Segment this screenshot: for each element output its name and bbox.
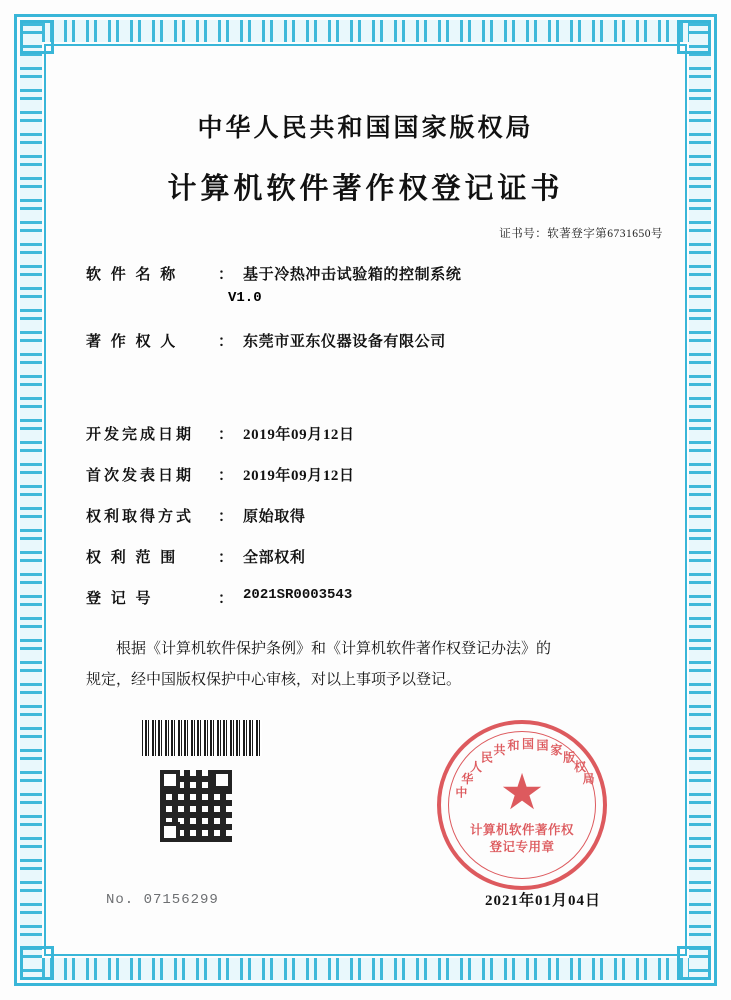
field-value: 2021SR0003543	[243, 587, 353, 603]
greek-key-border-top	[20, 20, 711, 42]
field-registration-number	[86, 587, 661, 608]
field-development-completion-date	[86, 423, 661, 444]
greek-key-border-left	[20, 20, 42, 980]
greek-key-border-bottom	[20, 958, 711, 980]
field-software-version: V1.0	[228, 290, 262, 306]
field-value: 2019年09月12日	[243, 427, 355, 443]
seal-bottom-text-line-1: 计算机软件著作权	[469, 823, 574, 838]
field-value: 基于冷热冲击试验箱的控制系统	[243, 267, 462, 283]
field-rights-scope	[86, 546, 661, 567]
field-value: 全部权利	[243, 550, 306, 566]
field-label: 著 作 权 人	[86, 334, 179, 350]
field-value: 东莞市亚东仪器设备有限公司	[243, 334, 446, 350]
issuing-authority-title: 中华人民共和国国家版权局	[197, 115, 534, 142]
document-title: 计算机软件著作权登记证书	[167, 173, 564, 205]
field-colon: ：	[218, 468, 234, 484]
field-colon: ：	[218, 334, 234, 350]
field-label: 开发完成日期	[86, 427, 195, 443]
field-value: 2019年09月12日	[243, 468, 355, 484]
field-label: 首次发表日期	[86, 468, 195, 484]
barcode-icon	[142, 720, 262, 756]
legal-statement-line-1: 根据《计算机软件保护条例》和《计算机软件著作权登记办法》的	[116, 641, 552, 657]
greek-key-border-right	[689, 20, 711, 980]
seal-bottom-text-line-2: 登记专用章	[489, 840, 555, 855]
field-colon: ：	[218, 267, 234, 283]
field-colon: ：	[218, 427, 234, 443]
qr-code-icon	[160, 770, 232, 842]
field-rights-acquisition-method	[86, 505, 661, 526]
field-software-name	[86, 263, 661, 284]
field-label: 权利取得方式	[86, 509, 195, 525]
field-colon: ：	[218, 591, 234, 607]
qr-finder-bottom-left	[160, 822, 180, 842]
official-seal-icon: 中 华 人 民 共 和 国 国 家 版 权 局 ★ 计算机软件著作权 登记专用章	[437, 720, 607, 890]
seal-arc-text: 中 华 人 民 共 和 国 国 家 版 权 局	[455, 737, 595, 800]
legal-statement-line-2: 规定，经中国版权保护中心审核，对以上事项予以登记。	[86, 671, 462, 688]
field-value: 原始取得	[243, 509, 306, 525]
field-colon: ：	[218, 550, 234, 566]
certificate-number-value: 软著登字第6731650号	[547, 228, 663, 240]
field-first-publication-date	[86, 464, 661, 485]
field-label: 登 记 号	[86, 591, 154, 607]
certificate-number-label: 证书号：	[499, 228, 548, 240]
certificate-content	[60, 60, 671, 940]
secondary-fields	[60, 423, 671, 608]
legal-statement	[60, 634, 671, 696]
field-copyright-owner	[86, 330, 661, 351]
issue-date: 2021年01月04日	[484, 893, 601, 909]
field-colon: ：	[218, 509, 234, 525]
serial-number: No. 07156299	[106, 892, 219, 908]
field-label: 权 利 范 围	[86, 550, 179, 566]
field-label: 软 件 名 称	[86, 267, 179, 283]
spacer	[60, 357, 671, 401]
spacer	[86, 316, 661, 330]
certificate-number	[60, 225, 671, 241]
primary-fields	[60, 263, 671, 351]
seal-bottom-text	[441, 822, 603, 856]
footer-area	[60, 720, 671, 930]
